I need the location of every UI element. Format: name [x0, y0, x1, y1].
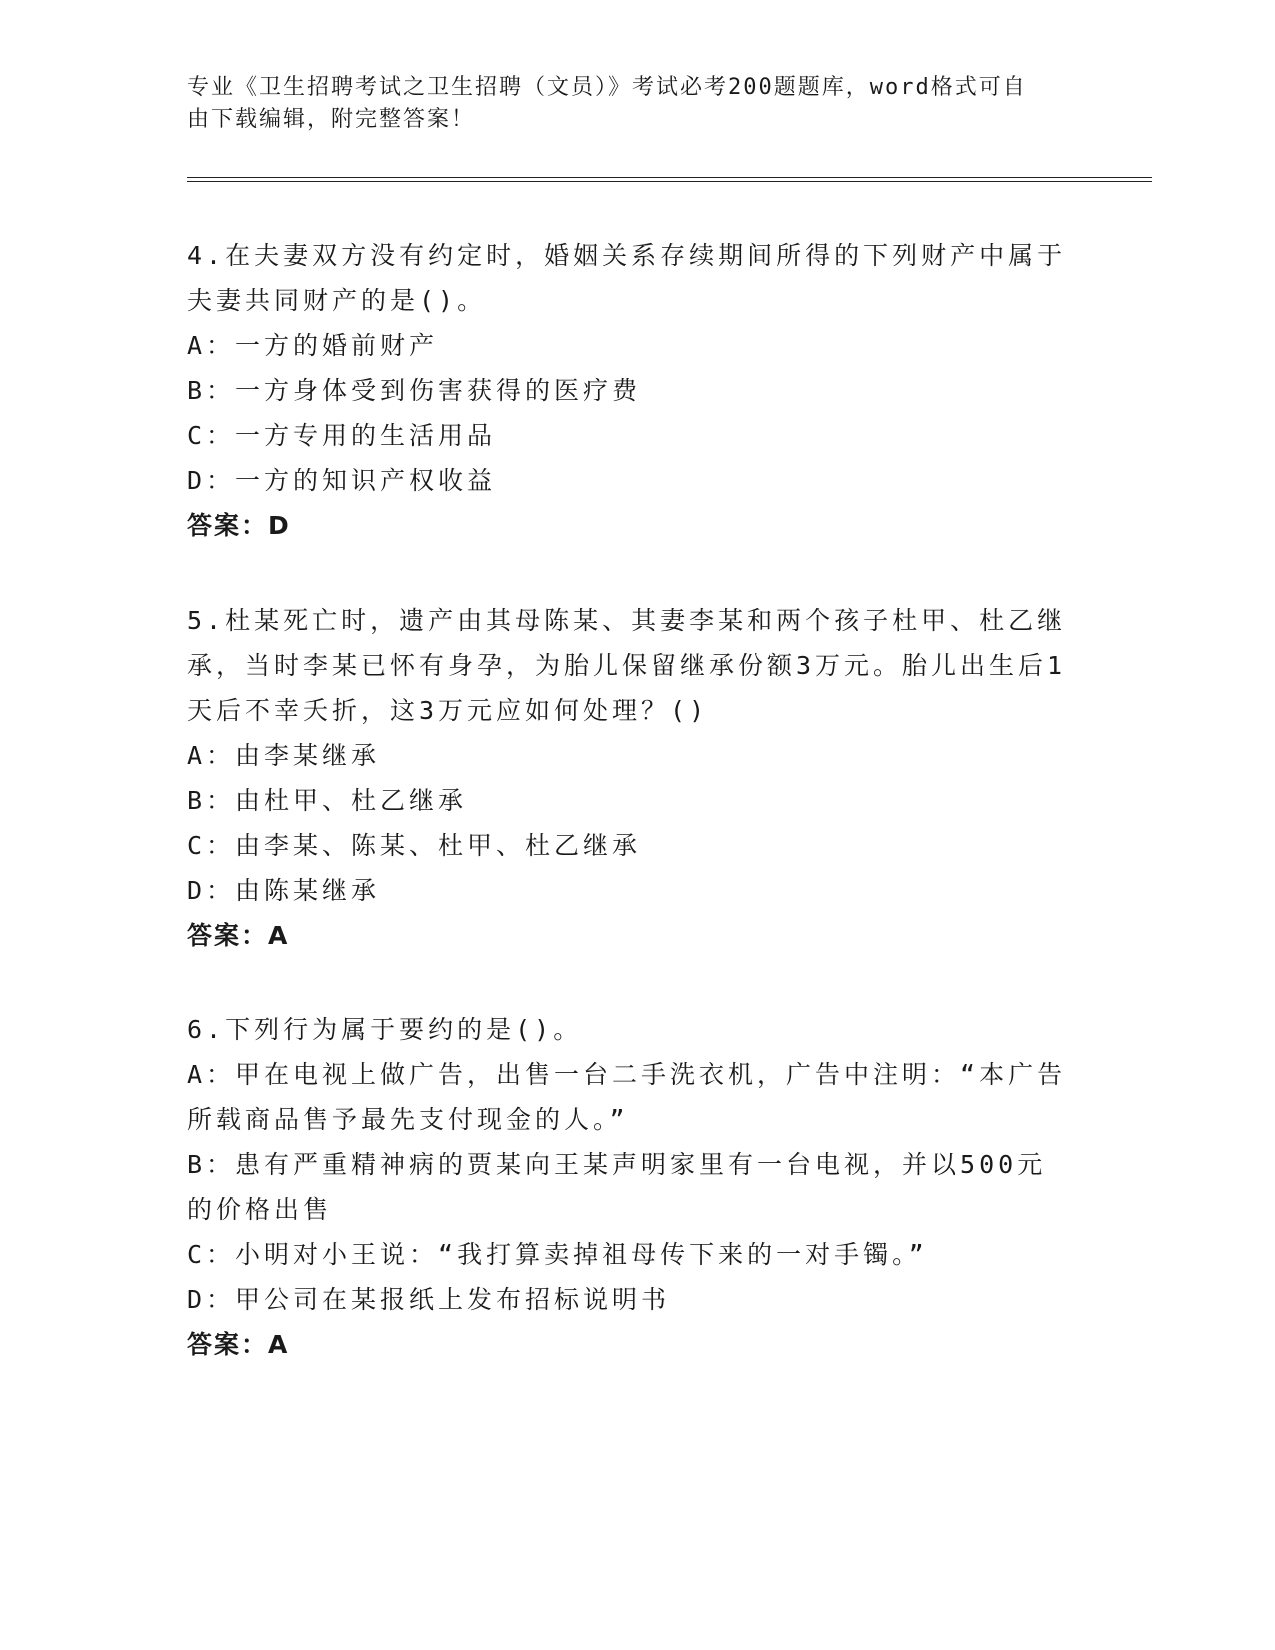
- question-4: [187, 233, 1067, 548]
- header-line-1: 专业《卫生招聘考试之卫生招聘（文员）》考试必考200题题库，word格式可自: [187, 75, 1027, 100]
- option-d: D：一方的知识产权收益: [187, 466, 497, 495]
- question-stem: 6.下列行为属于要约的是()。: [187, 1015, 583, 1044]
- option-a: A：一方的婚前财产: [187, 331, 439, 360]
- header-divider-bottom: [187, 181, 1152, 182]
- answer-label: 答案：D: [187, 511, 291, 540]
- option-b: B：患有严重精神病的贾某向王某声明家里有一台电视，并以500元的价格出售: [187, 1150, 1047, 1224]
- question-stem: 4.在夫妻双方没有约定时，婚姻关系存续期间所得的下列财产中属于夫妻共同财产的是()。: [187, 241, 1067, 315]
- option-c: C：由李某、陈某、杜甲、杜乙继承: [187, 831, 642, 860]
- option-a: A：甲在电视上做广告，出售一台二手洗衣机，广告中注明：“本广告所载商品售予最先支付现金的人。”: [187, 1060, 1067, 1134]
- answer-label: 答案：A: [187, 1330, 290, 1359]
- option-d: D：由陈某继承: [187, 876, 381, 905]
- option-c: C：一方专用的生活用品: [187, 421, 497, 450]
- option-a: A：由李某继承: [187, 741, 381, 770]
- question-stem: 5.杜某死亡时，遗产由其母陈某、其妻李某和两个孩子杜甲、杜乙继承，当时李某已怀有身孕，为胎儿保留继承份额3万元。胎儿出生后1天后不幸夭折，这3万元应如何处理？(): [187, 606, 1067, 725]
- header-divider-top: [187, 177, 1152, 178]
- question-5: [187, 598, 1067, 958]
- document-header: [187, 72, 1067, 136]
- option-d: D：甲公司在某报纸上发布招标说明书: [187, 1285, 671, 1314]
- header-line-2: 由下载编辑，附完整答案！: [187, 107, 476, 132]
- option-b: B：由杜甲、杜乙继承: [187, 786, 468, 815]
- option-c: C：小明对小王说：“我打算卖掉祖母传下来的一对手镯。”: [187, 1240, 928, 1269]
- question-6: [187, 1007, 1067, 1367]
- option-b: B：一方身体受到伤害获得的医疗费: [187, 376, 642, 405]
- answer-label: 答案：A: [187, 921, 290, 950]
